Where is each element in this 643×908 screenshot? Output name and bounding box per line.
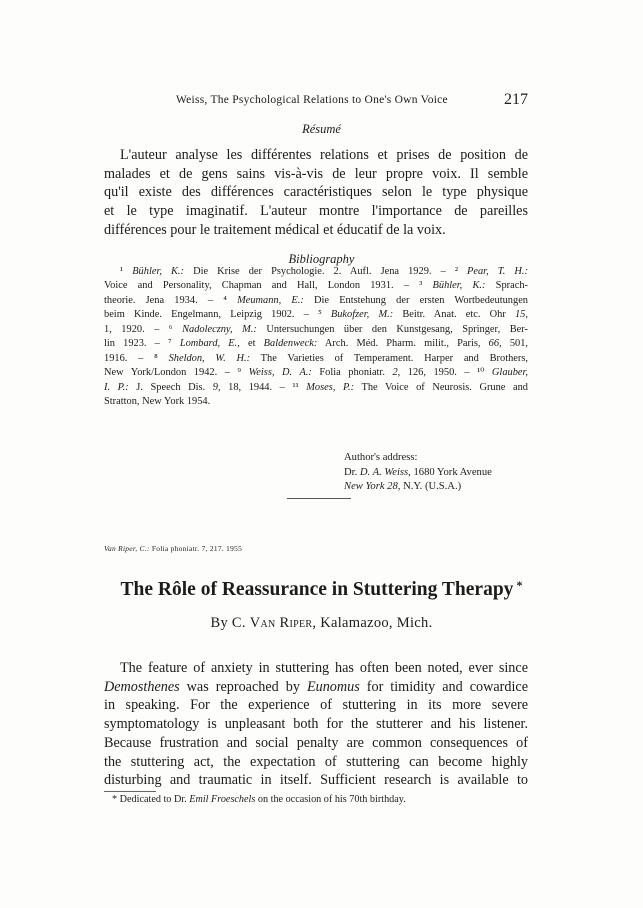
bibliography-line: ¹ Bühler, K.: Die Krise der Psychologie. 2. Aufl. Jena 1929. – ² Pear, T. H.:: [120, 266, 528, 277]
resume-line: malades et de gens sains vis-à-vis de leur propre voix. Il semble: [104, 165, 528, 182]
address-label: Author's address:: [344, 452, 418, 463]
bibliography-line: New York/London 1942. – ⁹ Weiss, D. A.: Folia phoniatr. 2, 126, 1950. – ¹⁰ Glauber,: [104, 367, 528, 379]
address-line: New York 28, N.Y. (U.S.A.): [344, 481, 462, 492]
bibliography-line: I. P.: J. Speech Dis. 9, 18, 1944. – ¹¹ Moses, P.: The Voice of Neurosis. Grune and: [104, 381, 528, 393]
bibliography-heading: Bibliography: [288, 252, 355, 266]
bibliography-line: 1, 1920. – ⁶ Nadoleczny, M.: Untersuchungen über den Kunstgesang, Springer, Ber-: [104, 323, 528, 335]
section-divider: [287, 498, 351, 499]
bibliography-line: Voice and Personality, Chapman and Hall, London 1931. – ³ Bühler, K.: Sprach-: [104, 280, 528, 292]
body-line: the stuttering act, the expectation of stuttering can become highly: [104, 753, 528, 770]
running-head-title: Weiss, The Psychological Relations to One's Own Voice: [176, 94, 448, 106]
bibliography-line: 1916. – ⁸ Sheldon, W. H.: The Varieties of Temperament. Harper and Brothers,: [104, 352, 528, 364]
running-head: [176, 91, 536, 108]
resume-line: qu'il existe des différences caractéristiques selon le type physique: [104, 184, 528, 201]
body-line: in speaking. For the experience of stuttering in its more severe: [104, 697, 528, 714]
bibliography-list: [104, 265, 528, 410]
bibliography-line: theorie. Jena 1934. – ⁴ Meumann, E.: Die Entstehung der ersten Wortbedeutungen: [104, 294, 529, 306]
resume-heading: Résumé: [302, 122, 341, 136]
body-line: disturbing and traumatic in itself. Sufficient research is available to: [104, 772, 528, 789]
body-line: Because frustration and social penalty are common consequences of: [104, 734, 528, 751]
authors-address: [344, 451, 544, 495]
body-line: Demosthenes was reproached by Eunomus for timidity and cowardice: [104, 678, 529, 695]
body-line: symptomatology is unpleasant both for the stutterer and his listener.: [104, 716, 528, 733]
byline: By C. Van Riper, Kalamazoo, Mich.: [210, 615, 433, 631]
article-citation: Van Riper, C.: Folia phoniatr. 7, 217. 1955: [104, 544, 243, 553]
footnote-rule: [104, 791, 156, 792]
bibliography-line: beim Kinde. Engelmann, Leipzig 1902. – ⁵ Bukofzer, M.: Beitr. Anat. etc. Ohr 15,: [104, 309, 528, 321]
resume-text: [104, 146, 528, 240]
body-line: The feature of anxiety in stuttering has often been noted, ever since: [120, 660, 528, 676]
page-number: 217: [504, 91, 528, 108]
article-title: The Rôle of Reassurance in Stuttering Therapy *: [120, 578, 523, 600]
footnote: * Dedicated to Dr. Emil Froeschels on the occasion of his 70th birthday.: [112, 794, 406, 805]
resume-line: différences pour le traitement médical et éducatif de la voix.: [104, 221, 446, 238]
bibliography-line: lin 1923. – ⁷ Lombard, E., et Baldenweck: Arch. Méd. Pharm. milit., Paris, 66, 501,: [104, 338, 529, 350]
address-line: Dr. D. A. Weiss, 1680 York Avenue: [344, 466, 492, 478]
article-body: [104, 659, 528, 790]
bibliography-line: Stratton, New York 1954.: [104, 396, 211, 408]
resume-line: L'auteur analyse les différentes relations et prises de position de: [120, 147, 528, 163]
resume-line: et le type imaginatif. L'auteur montre l'importance de pareilles: [104, 203, 528, 220]
